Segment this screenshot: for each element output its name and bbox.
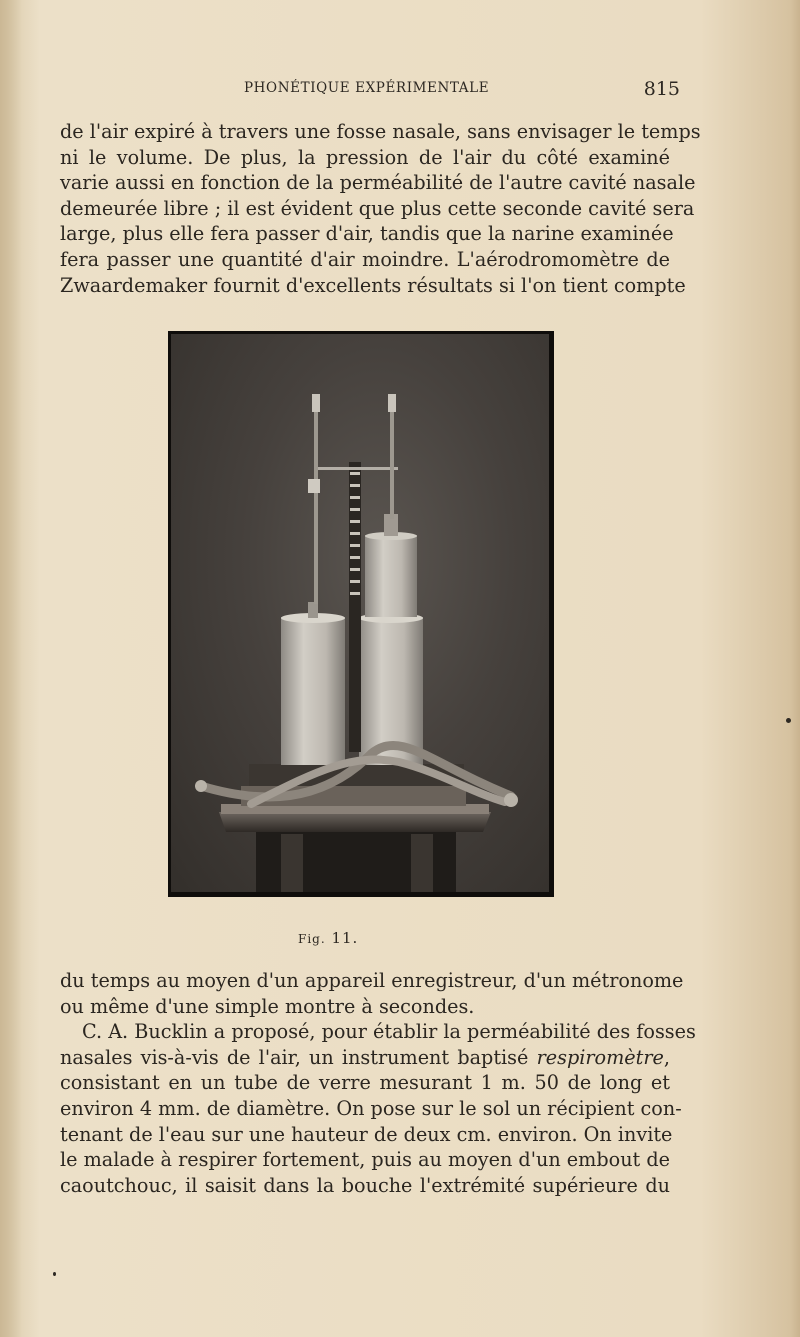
- emphasized-term: respiromètre: [536, 1045, 664, 1069]
- figure-frame: [168, 331, 554, 897]
- apparatus-illustration: [171, 334, 549, 892]
- figure-label: Fig.: [298, 932, 326, 946]
- text-line: C. A. Bucklin a proposé, pour établir la perméabilité des fosses: [82, 1020, 696, 1044]
- running-head: PHONÉTIQUE EXPÉRIMENTALE: [244, 80, 490, 96]
- text-run: ,: [663, 1045, 670, 1069]
- text-line: demeurée libre ; il est évident que plus cette seconde cavité sera: [60, 196, 695, 220]
- text-line: du temps au moyen d'un appareil enregistreur, d'un métronome: [60, 969, 684, 992]
- text-line: Zwaardemaker fournit d'excellents résultats si l'on tient compte: [60, 273, 686, 297]
- bottom-text: [60, 968, 696, 1198]
- text-line: ni le volume. De plus, la pression de l'air du côté examiné: [60, 145, 670, 169]
- text-line: environ 4 mm. de diamètre. On pose sur le sol un récipient con-: [60, 1096, 682, 1120]
- figure-number: 11.: [331, 929, 359, 947]
- top-paragraph: [60, 119, 701, 298]
- text-line: de l'air expiré à travers une fosse nasale, sans envisager le temps: [60, 120, 701, 143]
- figure-caption: [298, 929, 498, 947]
- text-line: caoutchouc, il saisit dans la bouche l'extrémité supérieure du: [60, 1173, 670, 1197]
- text-line: consistant en un tube de verre mesurant 1 m. 50 de long et: [60, 1071, 670, 1095]
- page-gutter-shadow: [0, 0, 22, 1337]
- paper-speck: [53, 1272, 56, 1276]
- paper-speck: [786, 718, 791, 723]
- aerodromometer-photo: [171, 334, 549, 892]
- text-line-with-emphasis: [60, 1045, 670, 1071]
- text-line: tenant de l'eau sur une hauteur de deux cm. environ. On invite: [60, 1122, 673, 1146]
- text-line: fera passer une quantité d'air moindre. L'aérodromomètre de: [60, 247, 670, 271]
- text-line: large, plus elle fera passer d'air, tandis que la narine examinée: [60, 222, 674, 246]
- page-number: 815: [643, 78, 680, 100]
- text-line: ou même d'une simple montre à secondes.: [60, 994, 475, 1018]
- text-line: varie aussi en fonction de la perméabilité de l'autre cavité nasale: [60, 171, 696, 195]
- text-run: nasales vis-à-vis de l'air, un instrument baptisé: [60, 1045, 537, 1069]
- page-header: [60, 78, 680, 104]
- text-line: le malade à respirer fortement, puis au moyen d'un embout de: [60, 1148, 670, 1172]
